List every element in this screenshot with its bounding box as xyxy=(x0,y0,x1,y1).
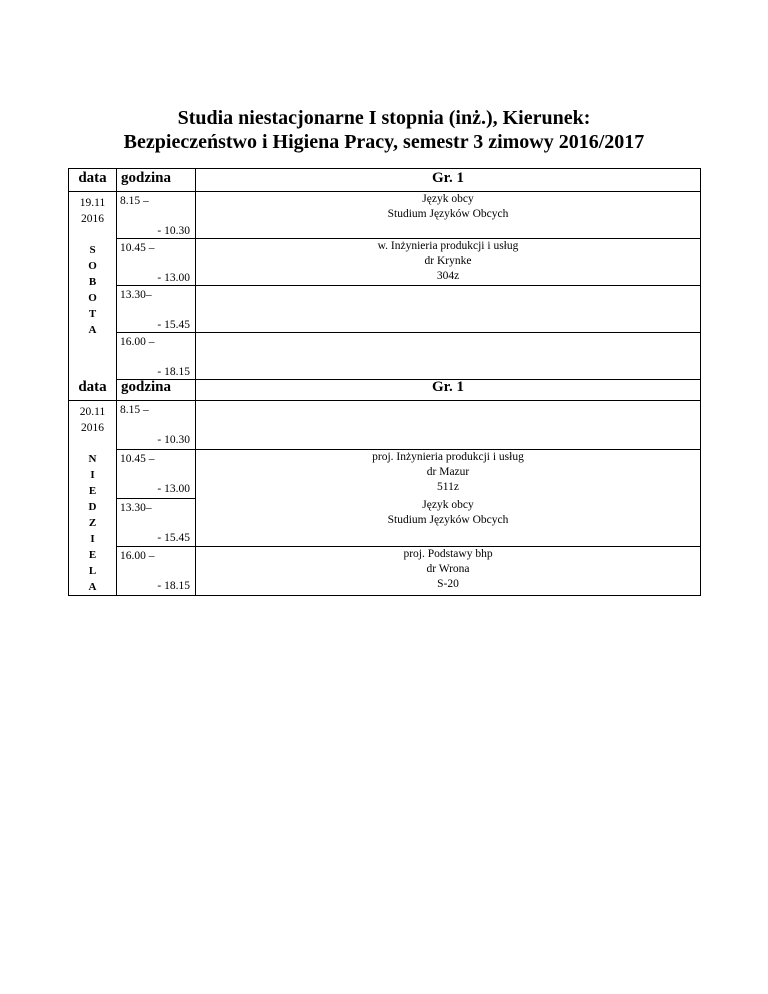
day-letter: S xyxy=(89,244,96,256)
schedule-table-saturday xyxy=(68,168,701,380)
header-row xyxy=(69,169,701,192)
header-group: Gr. 1 xyxy=(196,378,701,401)
day-letter: A xyxy=(88,324,97,336)
time-cell xyxy=(117,498,196,547)
title-line-2: Bezpieczeństwo i Higiena Pracy, semestr 3 zimowy 2016/2017 xyxy=(123,131,645,153)
class-line: w. Inżynieria produkcji i usług xyxy=(377,240,519,252)
class-line: proj. Podstawy bhp xyxy=(403,548,493,561)
time-end: - 10.30 xyxy=(157,434,190,446)
time-end: - 15.45 xyxy=(157,319,190,331)
date-value: 20.11 xyxy=(79,406,106,418)
table-row xyxy=(69,239,701,286)
time-cell xyxy=(117,286,196,333)
table-row xyxy=(69,333,701,380)
table-row xyxy=(69,498,701,547)
class-cell xyxy=(196,498,701,547)
class-line: 511z xyxy=(437,480,459,493)
day-letter: A xyxy=(88,581,97,593)
date-year: 2016 xyxy=(81,422,104,434)
class-line: dr Krynke xyxy=(424,255,472,267)
table-row xyxy=(69,547,701,596)
date-cell xyxy=(69,192,117,380)
time-end: - 13.00 xyxy=(157,272,190,284)
day-letter: B xyxy=(88,276,97,288)
day-letter: E xyxy=(88,549,97,561)
header-group: Gr. 1 xyxy=(196,169,701,192)
day-name-vertical xyxy=(69,451,116,595)
table-row xyxy=(69,192,701,239)
class-cell xyxy=(196,192,701,239)
day-letter: E xyxy=(88,485,97,497)
time-end: - 18.15 xyxy=(157,366,190,378)
class-line: dr Wrona xyxy=(426,563,470,576)
title-line-1: Studia niestacjonarne I stopnia (inż.), Kierunek: xyxy=(177,107,591,129)
time-start: 10.45 – xyxy=(120,242,155,254)
time-start: 13.30– xyxy=(120,289,152,301)
header-date: data xyxy=(69,169,117,192)
time-start: 8.15 – xyxy=(120,404,149,416)
day-letter: T xyxy=(88,308,97,320)
table-row xyxy=(69,449,701,498)
class-cell xyxy=(196,547,701,596)
class-line: Język obcy xyxy=(422,499,474,511)
day-letter: O xyxy=(88,260,97,272)
time-end: - 13.00 xyxy=(157,482,190,495)
time-start: 16.00 – xyxy=(120,550,155,563)
date-year: 2016 xyxy=(81,213,104,225)
day-name-vertical xyxy=(69,242,116,338)
time-cell xyxy=(117,401,196,450)
day-letter: I xyxy=(90,533,95,545)
date-value: 19.11 xyxy=(79,197,106,209)
day-letter: N xyxy=(88,453,97,465)
class-cell xyxy=(196,449,701,498)
class-cell-empty xyxy=(196,333,701,380)
class-line: dr Mazur xyxy=(426,465,470,478)
day-letter: Z xyxy=(88,517,97,529)
time-cell xyxy=(117,449,196,498)
day-letter: L xyxy=(88,565,97,577)
header-time: godzina xyxy=(117,169,196,192)
time-cell xyxy=(117,547,196,596)
header-row xyxy=(69,378,701,401)
class-line: Język obcy xyxy=(422,193,474,205)
table-row xyxy=(69,286,701,333)
time-end: - 10.30 xyxy=(157,225,190,237)
time-start: 10.45 – xyxy=(120,452,155,465)
time-end: - 18.15 xyxy=(157,580,190,593)
header-date: data xyxy=(69,378,117,401)
class-line: Studium Języków Obcych xyxy=(387,208,509,220)
time-end: - 15.45 xyxy=(157,531,190,544)
date-cell xyxy=(69,401,117,596)
class-line: Studium Języków Obcych xyxy=(387,514,509,526)
table-row xyxy=(69,401,701,450)
header-time: godzina xyxy=(117,378,196,401)
day-letter: I xyxy=(90,469,95,481)
time-cell xyxy=(117,239,196,286)
class-cell-empty xyxy=(196,286,701,333)
time-start: 16.00 – xyxy=(120,336,155,348)
time-cell xyxy=(117,333,196,380)
class-line: 304z xyxy=(436,270,460,282)
time-cell xyxy=(117,192,196,239)
schedule-table-sunday xyxy=(68,378,701,596)
class-line: proj. Inżynieria produkcji i usług xyxy=(372,450,524,463)
time-start: 13.30– xyxy=(120,501,152,514)
time-start: 8.15 – xyxy=(120,195,149,207)
class-line: S-20 xyxy=(437,578,459,591)
page-title xyxy=(0,106,768,154)
class-cell-empty xyxy=(196,401,701,450)
day-letter: O xyxy=(88,292,97,304)
day-letter: D xyxy=(88,501,97,513)
class-cell xyxy=(196,239,701,286)
